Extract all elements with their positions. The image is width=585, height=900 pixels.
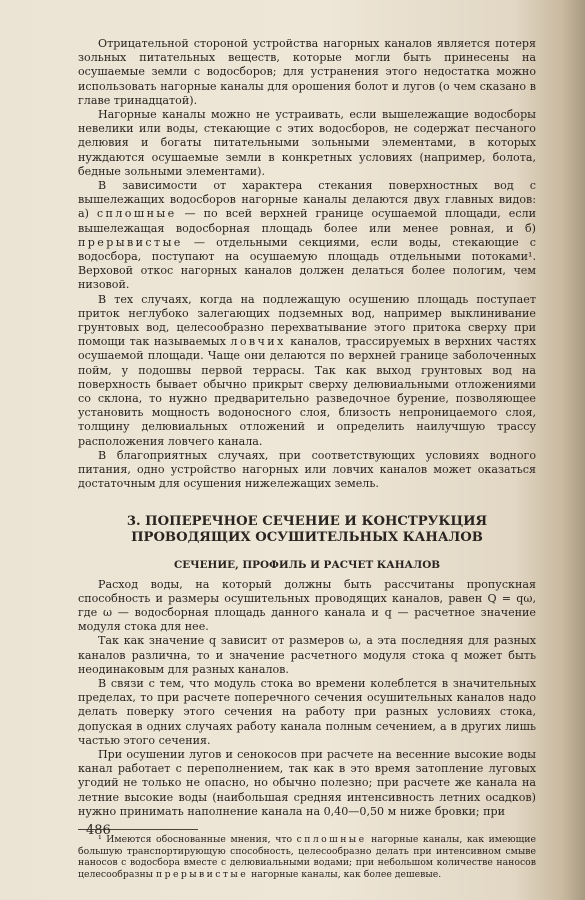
- spaced-term: сплошные: [96, 207, 177, 221]
- spaced-term: ловчих: [230, 335, 286, 349]
- text-run: нагорные каналы, как имеющие большую транспортирующую способность, целесообразно делать при интенсивном смыве наносов с водосбора вместе с делювиальными водами; при небольшом количестве наносов целесообразны: [78, 833, 536, 880]
- paragraph: При осушении лугов и сенокосов при расчете на весенние высокие воды канал работает с переполнением, так как в это время затопление луговых угодий не только не опасно, но обычно полезно; при расчете же канала на летние высокие воды (наибольшая средняя интенсивность летних осадков) нужно принимать наполнение канала на 0,40—0,50 м ниже бровки; при: [78, 747, 536, 818]
- paragraph: Так как значение q зависит от размеров ω, а эта последняя для разных каналов различна, то и значение расчетного модуля стока q может быть неодинаковым для разных каналов.: [78, 634, 536, 676]
- text-run: В тех случаях, когда на подлежащую осушению площадь поступает приток неглубоко залегающих подземных вод, например выклинивание грунтовых вод, целесообразно перехватывание этого притока сверху при помощи так называемых: [78, 292, 536, 349]
- text-run: В зависимости от характера стекания поверхностных вод с вышележащих водосборов нагорные каналы делаются двух главных видов: а): [78, 179, 536, 221]
- text-run: ¹ Имеются обоснованные мнения, что: [98, 833, 293, 845]
- paragraph-catch-canals: [78, 293, 536, 449]
- paragraph-canal-types: [78, 179, 536, 293]
- text-run: — отдельными секциями, если воды, стекающие с водосбора, поступают на осушаемую площадь отдельными потоками¹. Верховой откос нагорных каналов должен делаться более пологим, чем низовой.: [78, 235, 536, 292]
- footnote: [78, 834, 536, 880]
- paragraph: Нагорные каналы можно не устраивать, если вышележащие водосборы невелики или воды, стекающие с этих водосборов, не содержат песчаного делювия и богаты питательными зольными элементами, в которых нуждаются осушаемые земли в конкретных условиях (например, болота, бедные зольными элементами).: [78, 108, 536, 178]
- text-run: — по всей верхней границе осушаемой площади, если вышележащая водосборная площадь более или менее ровная, и б): [78, 207, 536, 235]
- paragraph: Отрицательной стороной устройства нагорных каналов является потеря зольных питательных веществ, которые могли быть принесены на осушаемые земли с водосборов; для устранения этого недостатка можно использовать нагорные каналы для орошения болот и лугов (о чем сказано в главе тринадцатой).: [78, 37, 536, 107]
- section-heading: 3. ПОПЕРЕЧНОЕ СЕЧЕНИЕ И КОНСТРУКЦИЯ ПРОВОДЯЩИХ ОСУШИТЕЛЬНЫХ КАНАЛОВ: [126, 513, 488, 545]
- paragraph: В связи с тем, что модуль стока во времени колеблется в значительных пределах, то при расчете поперечного сечения осушительных каналов надо делать поверку этого сечения на работу при разных условиях стока, допуская в одних случаях работу канала полным сечением, а в других лишь частью этого сечения.: [78, 676, 536, 747]
- subsection-heading: СЕЧЕНИЕ, ПРОФИЛЬ И РАСЧЕТ КАНАЛОВ: [173, 558, 441, 571]
- page-body: [78, 37, 536, 880]
- spaced-term: сплошные: [296, 833, 367, 845]
- text-run: нагорные каналы, как более дешевые.: [251, 868, 442, 880]
- text-run: каналов, трассируемых в верхних частях осушаемой площади. Чаще они делаются по верхней границе заболоченных пойм, у подошвы первой террасы. Так как выход грунтовых вод на поверхность бывает обычно прикрыт сверху делювиальными отложениями со склона, то нужно предварительно разведочное бурение, позволяющее установить мощность водоносного слоя, близость непроницаемого слоя, толщину делювиальных отложений и определить наилучшую трассу расположения ловчего канала.: [78, 335, 536, 448]
- paragraph: Расход воды, на который должны быть рассчитаны пропускная способность и размеры осушительных проводящих каналов, равен Q = qω, где ω — водосборная площадь данного канала и q — расчетное значение модуля стока для нее.: [78, 577, 536, 634]
- paragraph: В благоприятных случаях, при соответствующих условиях водного питания, одно устройство нагорных или ловчих каналов может оказаться достаточным для осушения нижележащих земель.: [78, 448, 536, 491]
- spaced-term: прерывистые: [156, 868, 249, 880]
- spaced-term: прерывистые: [78, 235, 183, 249]
- page-number: 486: [86, 823, 111, 838]
